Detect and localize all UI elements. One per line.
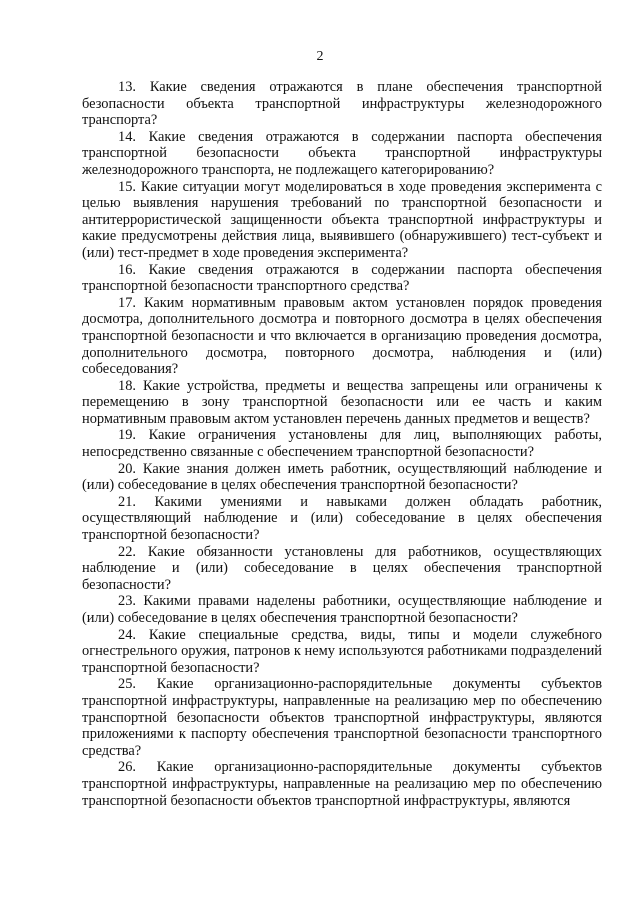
question-paragraph bbox=[82, 129, 602, 179]
question-number: 26. bbox=[118, 759, 136, 776]
question-text: Какими умениями и навыками должен обладать работник, осуществляющий наблюдение и (или) собеседование в целях обеспечения транспортной безопасности? bbox=[82, 493, 602, 544]
question-paragraph bbox=[82, 759, 602, 809]
question-number: 22. bbox=[118, 543, 136, 560]
question-number: 15. bbox=[118, 178, 136, 195]
question-text: Какие знания должен иметь работник, осуществляющий наблюдение и (или) собеседование в целях обеспечения транспортной безопасности? bbox=[82, 460, 602, 494]
question-number: 13. bbox=[118, 79, 136, 95]
question-text: Какими правами наделены работники, осуществляющие наблюдение и (или) собеседование в целях обеспечения транспортной безопасности? bbox=[82, 593, 602, 626]
question-number: 20. bbox=[118, 460, 136, 477]
question-paragraph bbox=[82, 593, 602, 626]
question-paragraph bbox=[82, 262, 602, 295]
question-number: 18. bbox=[118, 377, 136, 394]
question-text: Какие сведения отражаются в содержании паспорта обеспечения транспортной безопасности объекта транспортной инфраструктуры железнодорожного транспорта, не подлежащего категорированию? bbox=[82, 128, 602, 178]
question-number: 21. bbox=[118, 493, 136, 510]
question-paragraph bbox=[82, 179, 602, 262]
question-text: Каким нормативным правовым актом установлен порядок проведения досмотра, дополнительного досмотра и повторного досмотра в целях обеспечения транспортной безопасности и что включается в организацию проведения досмотра, дополнительного досмотра, повторного досмотра, наблюдения и (или) собеседования? bbox=[82, 294, 602, 378]
question-text: Какие ограничения установлены для лиц, выполняющих работы, непосредственно связанные с обеспечением транспортной безопасности? bbox=[82, 427, 602, 461]
question-paragraph bbox=[82, 461, 602, 494]
question-list bbox=[82, 79, 602, 809]
question-paragraph bbox=[82, 427, 602, 460]
question-number: 19. bbox=[118, 427, 136, 444]
question-number: 16. bbox=[118, 261, 136, 278]
question-text: Какие устройства, предметы и вещества запрещены или ограничены к перемещению в зону транспортной безопасности или ее часть и каким нормативным правовым актом установлен перечень данных предметов и веществ? bbox=[82, 377, 602, 427]
question-paragraph bbox=[82, 676, 602, 759]
question-paragraph bbox=[82, 295, 602, 378]
question-number: 17. bbox=[118, 294, 136, 311]
question-paragraph bbox=[82, 494, 602, 544]
question-paragraph bbox=[82, 378, 602, 428]
question-text: Какие сведения отражаются в содержании паспорта обеспечения транспортной безопасности транспортного средства? bbox=[82, 261, 602, 295]
question-number: 24. bbox=[118, 626, 136, 643]
question-text: Какие сведения отражаются в плане обеспечения транспортной безопасности объекта транспортной инфраструктуры железнодорожного транспорта? bbox=[82, 79, 602, 129]
question-text: Какие организационно-распорядительные документы субъектов транспортной инфраструктуры, направленные на реализацию мер по обеспечению транспортной безопасности объектов транспортной инфраструктуры, являются приложениями к паспорту обеспечения транспортной безопасности транспортного средства? bbox=[82, 676, 602, 759]
question-text: Какие ситуации могут моделироваться в ходе проведения эксперимента с целью выявления нарушения требований по транспортной безопасности и антитеррористической защищенности объекта транспортной инфраструктуры и какие предусмотрены действия лица, выявившего (обнаружившего) тест-субъект и (или) тест-предмет в ходе проведения эксперимента? bbox=[82, 178, 602, 261]
page-number: 2 bbox=[316, 49, 324, 64]
question-number: 25. bbox=[118, 676, 136, 693]
question-number: 23. bbox=[118, 593, 136, 610]
question-text: Какие обязанности установлены для работников, осуществляющих наблюдение и (или) собеседование в целях обеспечения транспортной безопасности? bbox=[82, 543, 602, 593]
question-text: Какие специальные средства, виды, типы и модели служебного огнестрельного оружия, патронов к нему используются работниками подразделений транспортной безопасности? bbox=[82, 626, 602, 676]
question-text: Какие организационно-распорядительные документы субъектов транспортной инфраструктуры, направленные на реализацию мер по обеспечению транспортной безопасности объектов транспортной инфраструктуры, являются bbox=[82, 759, 602, 809]
question-number: 14. bbox=[118, 128, 136, 145]
question-paragraph bbox=[82, 544, 602, 594]
question-paragraph bbox=[82, 79, 602, 129]
question-paragraph bbox=[82, 627, 602, 677]
